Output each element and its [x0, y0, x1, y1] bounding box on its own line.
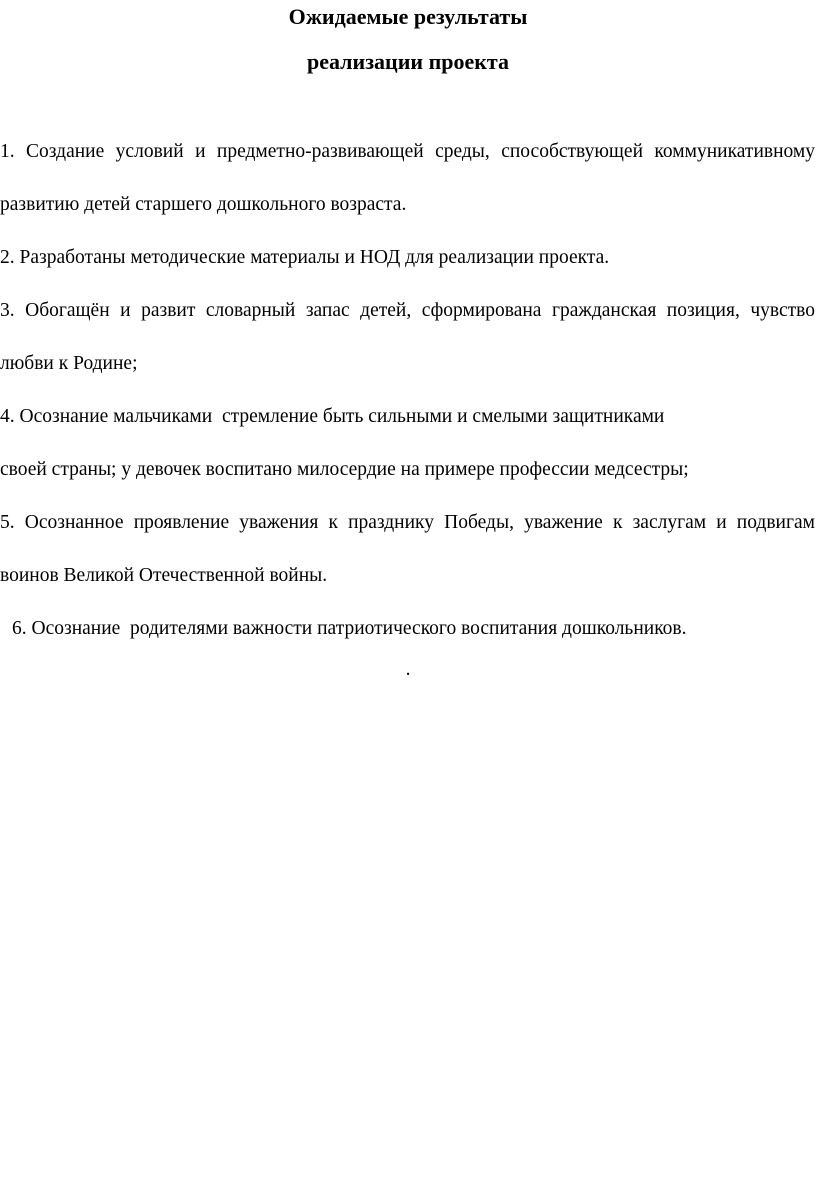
result-item-4-line-1: 4. Осознание мальчиками стремление быть сильными и смелыми защитниками: [0, 406, 665, 427]
result-item-4-line-2: своей страны; у девочек воспитано милосердие на примере профессии медсестры;: [0, 459, 689, 480]
result-item-5: 5. Осознанное проявление уважения к празднику Победы, уважение к заслугам и подвигам воинов Великой Отечественной войны.: [0, 512, 815, 586]
title-line-1: Ожидаемые результаты: [288, 4, 528, 29]
result-item-6: 6. Осознание родителями важности патриотического воспитания дошкольников.: [12, 618, 687, 639]
trailing-dot: .: [405, 659, 411, 680]
result-item-1: 1. Создание условий и предметно-развивающей среды, способствующей коммуникативному развитию детей старшего дошкольного возраста.: [0, 141, 815, 215]
title-line-2: реализации проекта: [306, 49, 509, 74]
result-item-2: 2. Разработаны методические материалы и НОД для реализации проекта.: [0, 247, 610, 268]
results-list: [0, 125, 815, 655]
result-item-3: 3. Обогащён и развит словарный запас детей, сформирована гражданская позиция, чувство любви к Родине;: [0, 300, 815, 374]
